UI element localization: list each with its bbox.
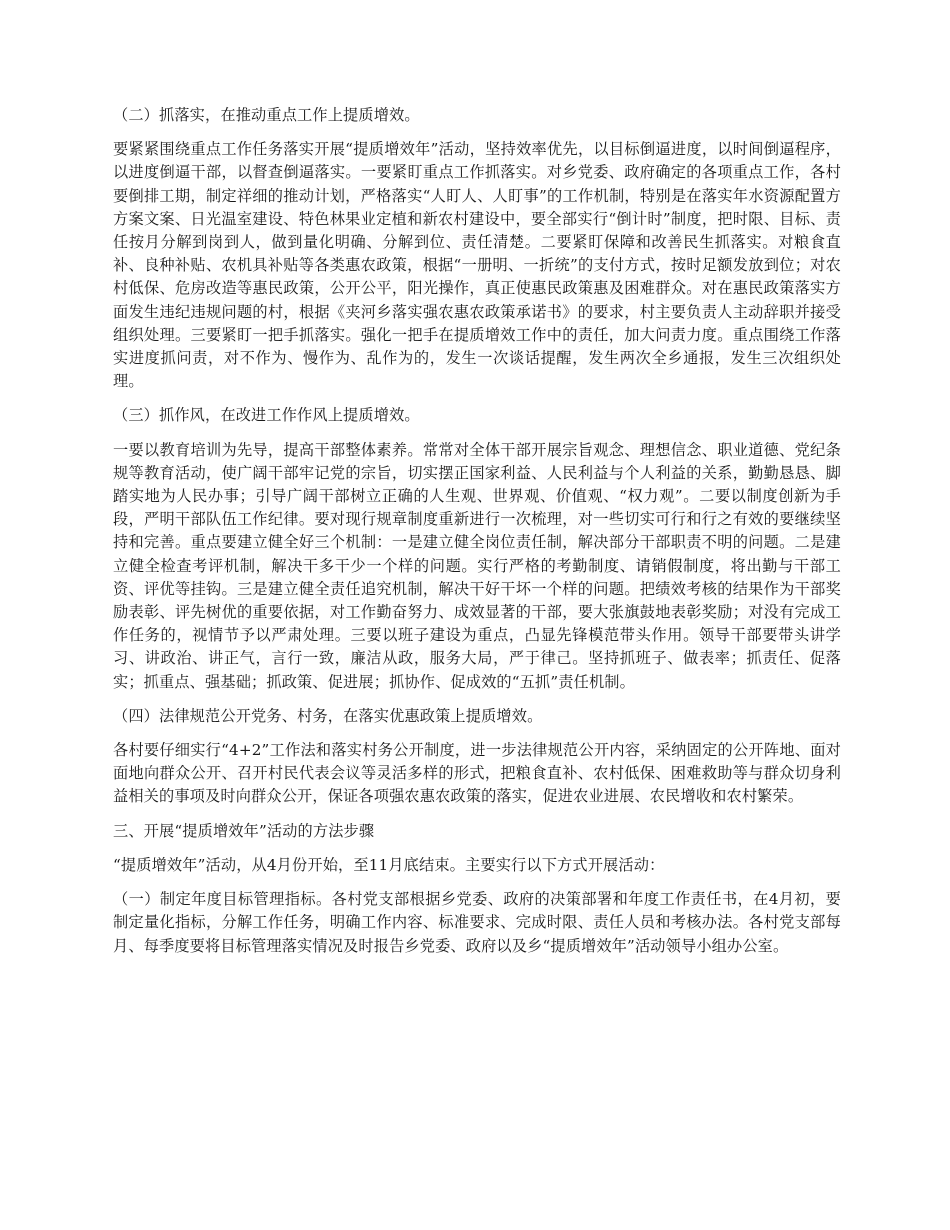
paragraph-work-style: 一要以教育培训为先导，提高干部整体素养。常常对全体干部开展宗旨观念、理想信念、职业道德、党纪条规等教育活动，使广阔干部牢记党的宗旨，切实摆正国家利益、人民利益与个人利益的关系，勤勤恳恳、脚踏实地为人民办事；引导广阔干部树立正确的人生观、世界观、价值观、“权力观”。二要以制度创新为手段，严明干部队伍工作纪律。要对现行规章制度重新进行一次梳理，对一些切实可行和行之有效的要继续坚持和完善。重点要建立健全好三个机制：一是建立健全岗位责任制，解决部分干部职责不明的问题。二是建立健全检查考评机制，解决干多干少一个样的问题。实行严格的考勤制度、请销假制度，将出勤与干部工资、评优等挂钩。三是建立健全责任追究机制，解决干好干坏一个样的问题。把绩效考核的结果作为干部奖励表彰、评先树优的重要依据，对工作勤奋努力、成效显著的干部，要大张旗鼓地表彰奖励；对没有完成工作任务的，视情节予以严肃处理。三要以班子建设为重点，凸显先锋模范带头作用。领导干部要带头讲学习、讲政治、讲正气，言行一致，廉洁从政，服务大局，严于律己。坚持抓班子、做表率；抓责任、促落实；抓重点、强基础；抓政策、促进展；抓协作、促成效的“五抓”责任机制。 — [113, 440, 841, 691]
paragraph-activity-period: “提质增效年”活动，从4月份开始，至11月底结束。主要实行以下方式开展活动： — [113, 855, 665, 874]
section-heading-3: （三）抓作风，在改进工作作风上提质增效。 — [113, 406, 420, 425]
section-heading-4: （四）法律规范公开党务、村务，在落实优惠政策上提质增效。 — [113, 706, 543, 725]
document-page — [113, 104, 841, 969]
paragraph-focus-work: 要紧紧围绕重点工作任务落实开展“提质增效年”活动，坚持效率优先，以目标倒逼进度，以时间倒逼程序，以进度倒逼干部，以督查倒逼落实。一要紧盯重点工作抓落实。对乡党委、政府确定的各项重点工作，各村要倒排工期，制定祥细的推动计划，严格落实“人盯人、人盯事”的工作机制，特别是在落实年水资源配置方方案文案、日光温室建设、特色林果业定植和新农村建设中，要全部实行“倒计时”制度，把时限、目标、责任按月分解到岗到人，做到量化明确、分解到位、责任清楚。二要紧盯保障和改善民生抓落实。对粮食直补、良种补贴、农机具补贴等各类惠农政策，根据“一册明、一折统”的支付方式，按时足额发放到位；对农村低保、危房改造等惠民政策，公开公平，阳光操作，真正使惠民政策惠及困难群众。对在惠民政策落实方面发生违纪违规问题的村，根据《夹河乡落实强农惠农政策承诺书》的要求，村主要负责人主动辞职并接受组织处理。三要紧盯一把手抓落实。强化一把手在提质增效工作中的责任，加大问责力度。重点围绕工作落实进度抓问责，对不作为、慢作为、乱作为的，发生一次谈话提醒，发生两次全乡通报，发生三次组织处理。 — [113, 140, 841, 391]
section-heading-2: （二）抓落实，在推动重点工作上提质增效。 — [113, 106, 420, 124]
paragraph-public-affairs: 各村要仔细实行“4+2”工作法和落实村务公开制度，进一步法律规范公开内容，采纳固定的公开阵地、面对面地向群众公开、召开村民代表会议等灵活多样的形式，把粮食直补、农村低保、困难救助等与群众切身利益相关的事项及时向群众公开，保证各项强农惠农政策的落实，促进农业进展、农民增收和农村繁荣。 — [113, 741, 841, 806]
paragraph-annual-targets: （一）制定年度目标管理指标。各村党支部根据乡党委、政府的决策部署和年度工作责任书，在4月初，要制定量化指标，分解工作任务，明确工作内容、标准要求、完成时限、责任人员和考核办法。各村党支部每月、每季度要将目标管理落实情况及时报告乡党委、政府以及乡“提质增效年”活动领导小组办公室。 — [113, 890, 841, 955]
section-heading-methods: 三、开展“提质增效年”活动的方法步骤 — [113, 821, 375, 840]
